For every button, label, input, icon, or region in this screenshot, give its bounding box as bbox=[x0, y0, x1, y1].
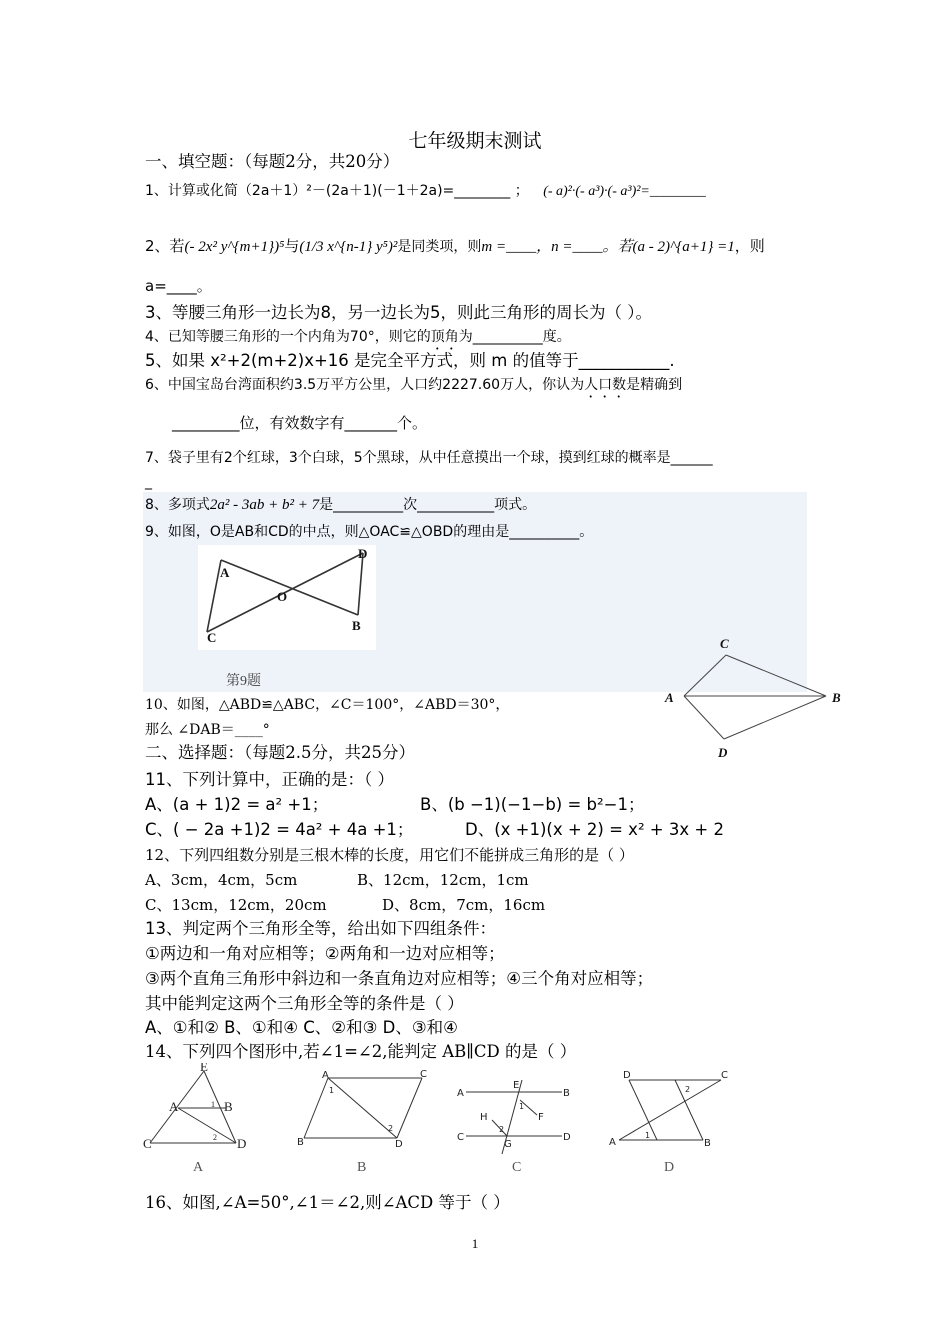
question-9: 9、如图，O是AB和CD的中点，则△OAC≌△OBD的理由是__________。 bbox=[145, 524, 594, 540]
q14a-label-e: E bbox=[200, 1063, 208, 1074]
q12-option-b: B、12cm，12cm，1cm bbox=[357, 871, 529, 889]
q14a-label-a: A bbox=[169, 1099, 179, 1114]
svg-text:2: 2 bbox=[388, 1124, 394, 1133]
question-12-options-ab bbox=[145, 870, 529, 890]
question-1 bbox=[145, 181, 706, 202]
svg-text:2: 2 bbox=[499, 1125, 505, 1134]
q14d-label-d: D bbox=[623, 1070, 631, 1081]
page-title: 七年级期末测试 bbox=[408, 130, 542, 152]
question-4 bbox=[145, 327, 571, 353]
svg-text:2: 2 bbox=[213, 1133, 217, 1142]
q11-option-d: D、(x +1)(x + 2) = x² + 3x + 2 bbox=[465, 820, 724, 839]
question-7-line-2: _ bbox=[145, 474, 152, 490]
fig10-segment-ad bbox=[684, 696, 724, 739]
question-10-line-2: 那么 ∠DAB＝____° bbox=[145, 722, 270, 738]
q8-post: 是__________次___________项式。 bbox=[319, 497, 537, 513]
q2-expression-3: (a - 2)^{a+1} =1 bbox=[632, 239, 735, 255]
q14-caption-c: C bbox=[512, 1160, 522, 1175]
q14-figure-c bbox=[452, 1070, 577, 1160]
question-12-options-cd bbox=[145, 895, 545, 915]
question-13: 13、判定两个三角形全等，给出如下四组条件： bbox=[145, 919, 496, 938]
q12-option-d: D、8cm，7cm，16cm bbox=[382, 896, 546, 914]
question-6 bbox=[145, 375, 682, 401]
question-13-options: A、①和② B、①和④ C、②和③ D、③和④ bbox=[145, 1018, 458, 1037]
q6-emphasis: 人口数 bbox=[584, 377, 627, 393]
q2-mid2: 是同类项，则 bbox=[397, 239, 482, 255]
svg-text:1: 1 bbox=[329, 1086, 335, 1095]
q14-caption-b: B bbox=[357, 1160, 367, 1175]
svg-text:2: 2 bbox=[685, 1085, 691, 1094]
question-2-line-2: a=____。 bbox=[145, 277, 212, 295]
q4-pre: 4、已知等腰三角形的一个内角为70°，则它的 bbox=[145, 329, 431, 345]
svg-text:1: 1 bbox=[645, 1131, 651, 1140]
question-16: 16、如图,∠A=50°,∠1＝∠2,则∠ACD 等于（ ） bbox=[145, 1193, 510, 1212]
fig10-label-c: C bbox=[720, 636, 729, 651]
fig10-segment-db bbox=[724, 696, 826, 739]
fig9-label-d: D bbox=[358, 546, 368, 561]
q14a-label-c: C bbox=[143, 1136, 152, 1151]
q14c-label-d: D bbox=[563, 1132, 571, 1143]
fig9-label-a: A bbox=[220, 565, 230, 580]
q6-post: 是精确到 bbox=[626, 377, 683, 393]
page-number: 1 bbox=[471, 1236, 479, 1251]
figure-10 bbox=[660, 632, 850, 762]
fig10-segment-cb bbox=[726, 655, 826, 696]
q14-figure-b bbox=[292, 1068, 437, 1158]
q14-caption-a: A bbox=[193, 1160, 204, 1175]
q2-m-blank: m =____， bbox=[481, 239, 552, 255]
q1-expression: (- a)²·(- a³)·(- a³)²=________ bbox=[543, 184, 706, 199]
fig9-label-b: B bbox=[352, 618, 361, 633]
q2-expression-2: (1/3 x^{n-1} y⁵)² bbox=[299, 239, 398, 255]
q14b-label-d: D bbox=[395, 1139, 403, 1150]
question-13-conditions-2: ③两个直角三角形中斜边和一条直角边对应相等；④三个角对应相等； bbox=[145, 969, 654, 988]
q14c-label-b: B bbox=[563, 1088, 570, 1099]
question-7: 7、袋子里有2个红球，3个白球，5个黑球，从中任意摸出一个球，摸到红球的概率是______ bbox=[145, 450, 713, 466]
fig10-label-b: B bbox=[832, 690, 841, 705]
q14c-label-a: A bbox=[457, 1088, 464, 1099]
question-6-line-2: _________位，有效数字有_______个。 bbox=[172, 414, 428, 432]
q14c-label-g: G bbox=[504, 1139, 512, 1150]
q4-post: 为__________度。 bbox=[458, 329, 571, 345]
q14a-label-d: D bbox=[237, 1136, 247, 1151]
q14c-label-h: H bbox=[480, 1112, 488, 1123]
q1-text: 1、计算或化简（2a＋1）²－(2a＋1)(－1＋2a)=________ ； bbox=[145, 183, 529, 199]
question-5: 5、如果 x²+2(m+2)x+16 是完全平方式，则 m 的值等于___________. bbox=[145, 351, 675, 370]
q11-option-a: A、(a + 1)2 = a² +1； bbox=[145, 795, 329, 814]
q14b-label-a: A bbox=[322, 1070, 329, 1081]
q14a-label-b: B bbox=[224, 1099, 233, 1114]
fig10-label-d: D bbox=[718, 745, 728, 760]
question-13-ask: 其中能判定这两个三角形全等的条件是（ ） bbox=[145, 994, 464, 1013]
question-8 bbox=[145, 495, 536, 515]
q2-end: ，则 bbox=[734, 237, 765, 255]
svg-text:1: 1 bbox=[211, 1100, 215, 1109]
svg-text:1: 1 bbox=[519, 1102, 525, 1111]
q14-figure-a bbox=[140, 1063, 255, 1158]
q14d-label-b: B bbox=[704, 1138, 711, 1149]
fig9-label-c: C bbox=[207, 630, 217, 645]
fig10-segment-ac bbox=[684, 655, 726, 696]
q14c-label-f: F bbox=[538, 1112, 544, 1123]
q8-expression: 2a² - 3ab + b² + 7 bbox=[209, 497, 320, 513]
question-3: 3、等腰三角形一边长为8，另一边长为5，则此三角形的周长为（ ）。 bbox=[145, 303, 652, 322]
question-11-options-cd bbox=[145, 820, 724, 840]
q8-pre: 8、多项式 bbox=[145, 497, 210, 513]
question-10: 10、如图，△ABD≌△ABC，∠C＝100°，∠ABD＝30°， bbox=[145, 697, 510, 713]
q12-option-a: A、3cm，4cm，5cm bbox=[145, 871, 298, 889]
q6-pre: 6、中国宝岛台湾面积约3.5万平方公里，人口约2227.60万人，你认为 bbox=[145, 377, 585, 393]
q14d-label-c: C bbox=[721, 1070, 728, 1081]
q14b-label-b: B bbox=[297, 1137, 304, 1148]
q12-option-c: C、13cm，12cm，20cm bbox=[145, 896, 327, 914]
q4-emphasis: 顶角 bbox=[430, 329, 459, 345]
question-12: 12、下列四组数分别是三根木棒的长度，用它们不能拼成三角形的是（ ） bbox=[145, 846, 634, 864]
q14d-label-a: A bbox=[609, 1137, 616, 1148]
q14b-label-c: C bbox=[420, 1069, 427, 1080]
q11-option-b: B、(b −1)(−1−b) = b²−1； bbox=[420, 795, 645, 814]
fig10-label-a: A bbox=[665, 690, 674, 705]
figure-9-caption: 第9题 bbox=[226, 674, 261, 689]
q2-expression-1: (- 2x² y^{m+1})⁵ bbox=[184, 239, 285, 255]
question-14: 14、下列四个图形中,若∠1=∠2,能判定 AB∥CD 的是（ ） bbox=[145, 1042, 577, 1061]
q14c-label-e: E bbox=[513, 1080, 520, 1091]
q14-caption-d: D bbox=[664, 1160, 675, 1175]
q11-option-c: C、( − 2a +1)2 = 4a² + 4a +1； bbox=[145, 820, 414, 839]
question-13-conditions-1: ①两边和一角对应相等；②两角和一边对应相等； bbox=[145, 944, 505, 963]
question-11-options-ab bbox=[145, 795, 644, 815]
question-2 bbox=[145, 236, 765, 257]
section-choice-heading: 二、选择题：（每题2.5分，共25分） bbox=[145, 743, 415, 762]
question-11: 11、下列计算中，正确的是：（ ） bbox=[145, 770, 394, 789]
section-fill-in-heading: 一、填空题：（每题2分，共20分） bbox=[145, 152, 400, 171]
q14c-label-c: C bbox=[457, 1132, 464, 1143]
q2-mid1: 与 bbox=[284, 237, 300, 255]
q2-pre: 2、若 bbox=[145, 237, 185, 255]
figure-9 bbox=[198, 545, 376, 650]
q14-figure-d bbox=[605, 1068, 735, 1158]
fig9-label-o: O bbox=[277, 589, 288, 604]
q2-n-blank: n =____。若 bbox=[551, 239, 633, 255]
